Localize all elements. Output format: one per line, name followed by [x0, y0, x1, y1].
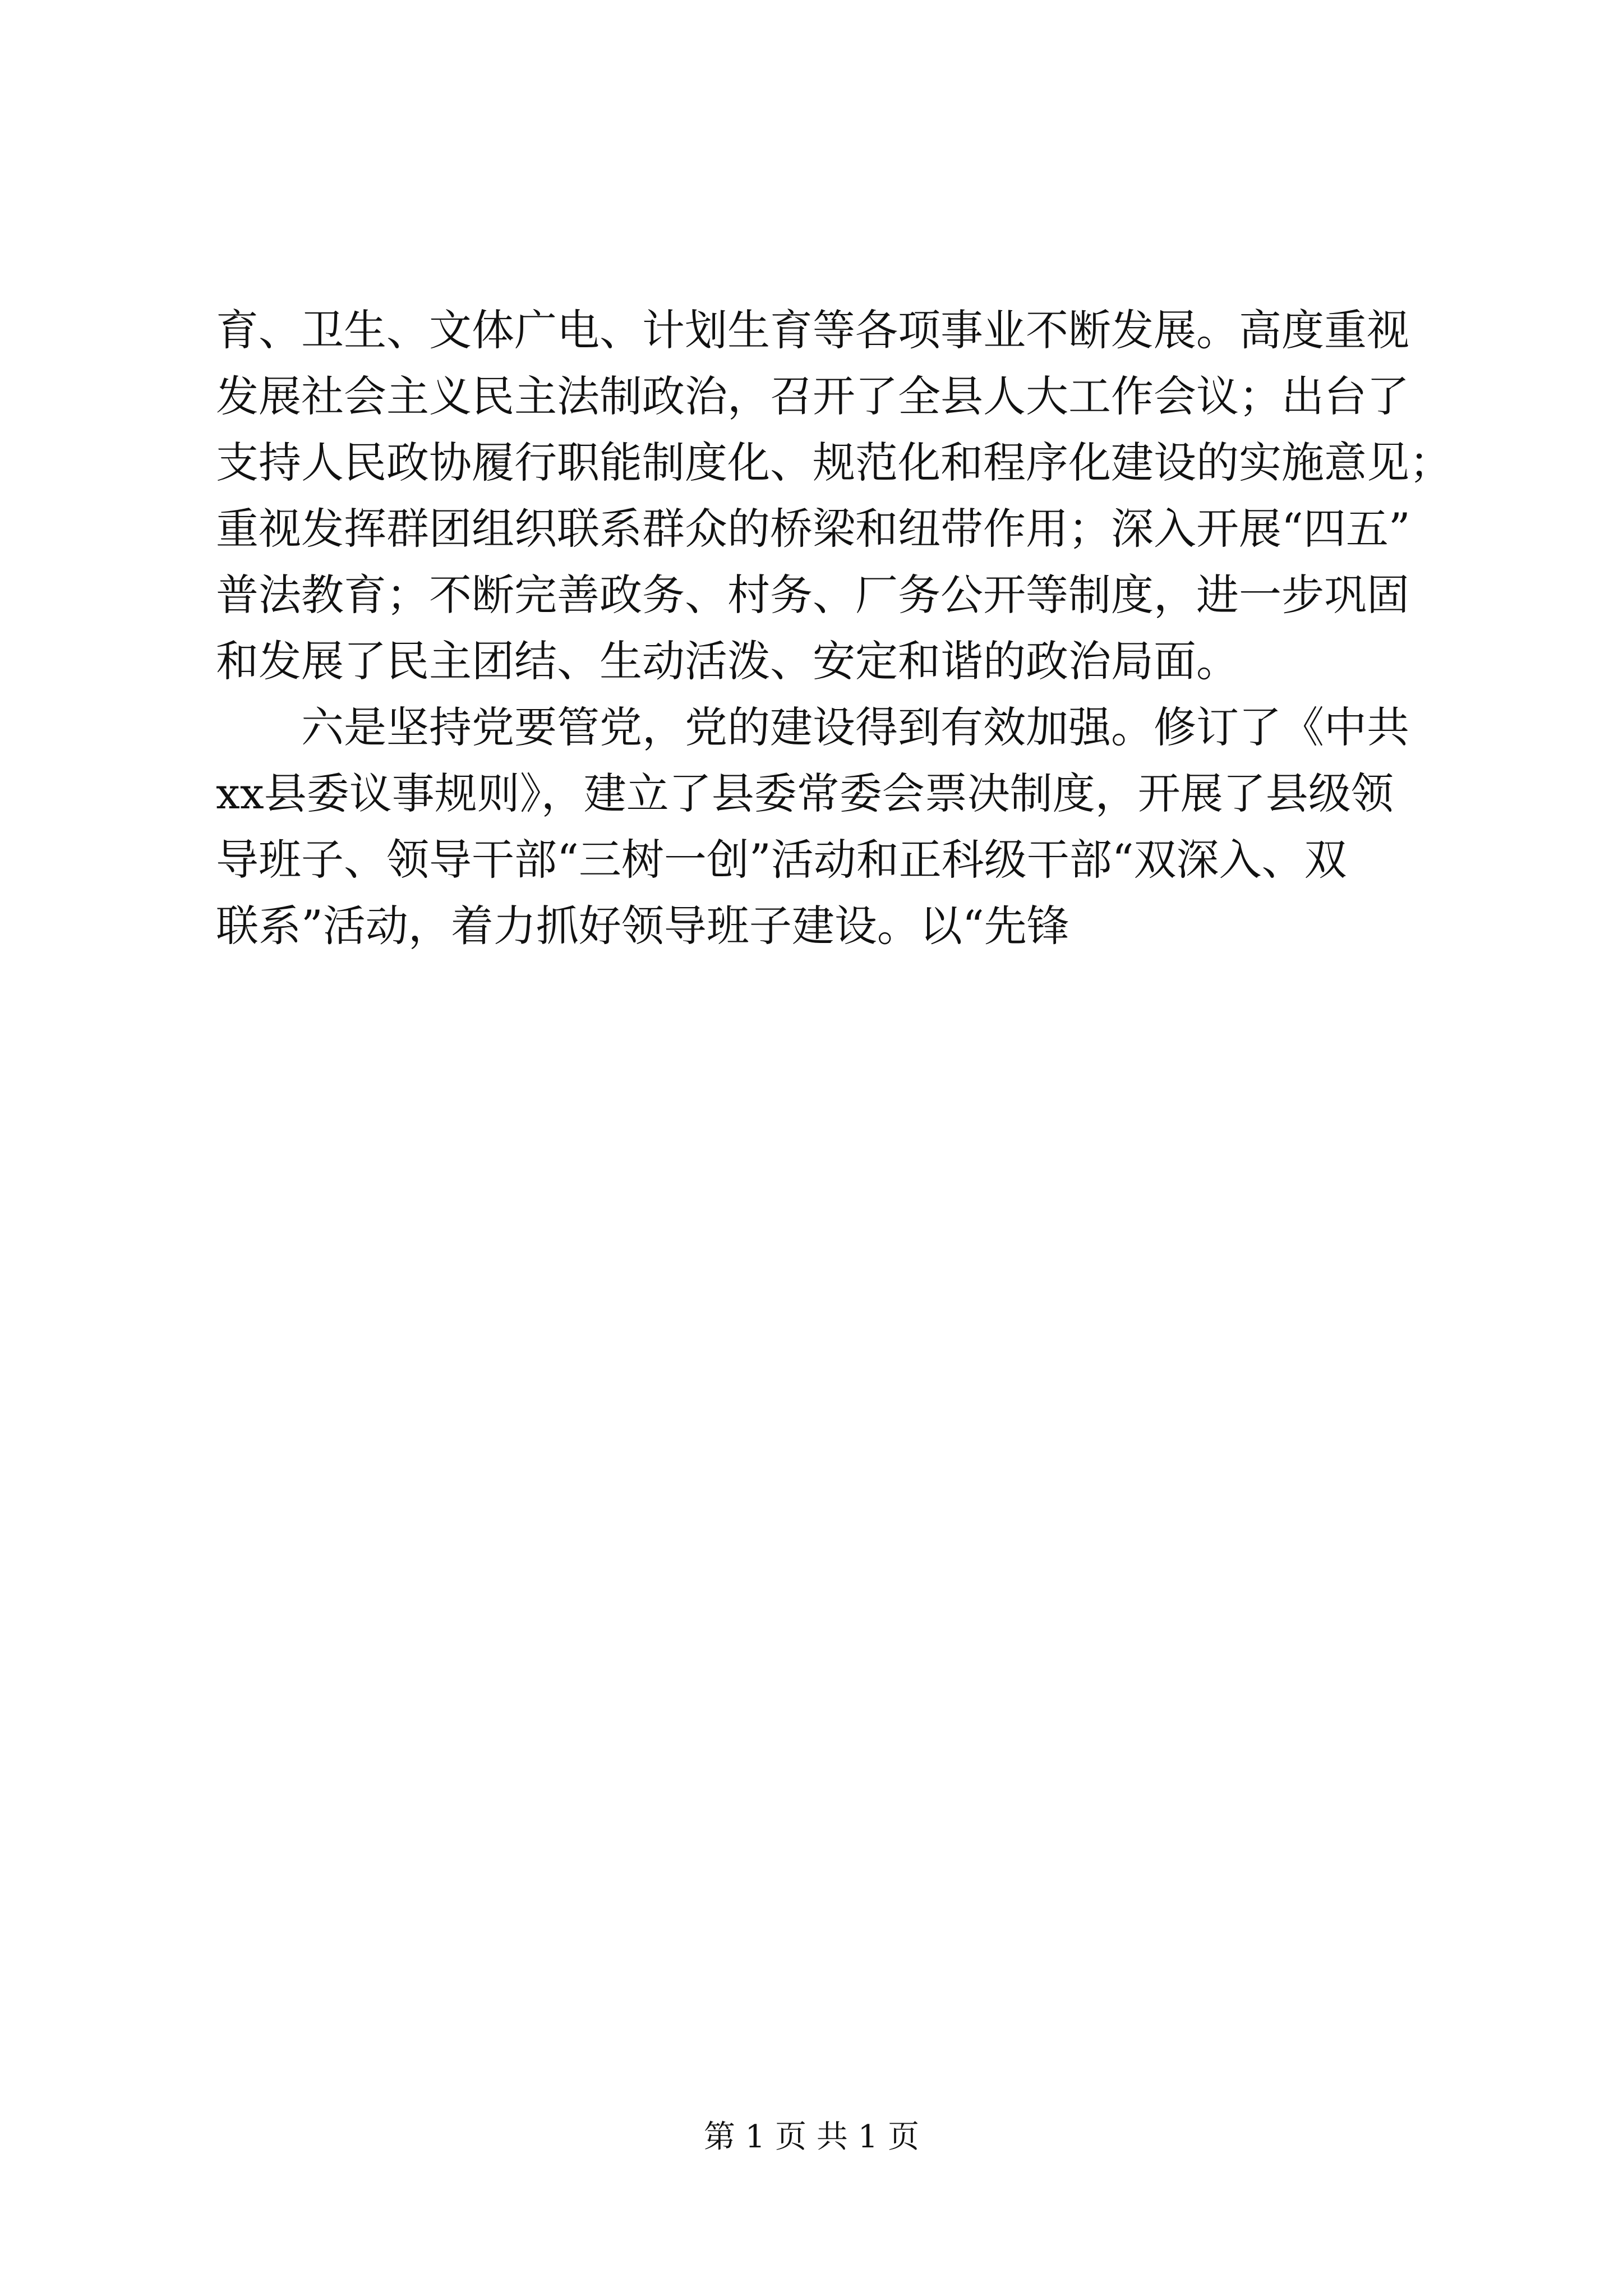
text-line-9: 导班子、领导干部“三树一创”活动和正科级干部“双深入、双 — [216, 835, 1347, 885]
body-text — [216, 297, 1452, 959]
page-number-footer: 第 1 页 共 1 页 — [703, 2119, 920, 2155]
text-line-3: 支持人民政协履行职能制度化、规范化和程序化建设的实施意见； — [216, 438, 1452, 487]
text-line-7: 六是坚持党要管党，党的建设得到有效加强。修订了《中共 — [301, 702, 1409, 752]
text-line-5: 普法教育；不断完善政务、村务、厂务公开等制度，进一步巩固 — [216, 570, 1409, 620]
text-line-2: 发展社会主义民主法制政治，召开了全县人大工作会议；出台了 — [216, 371, 1409, 421]
text-line-6: 和发展了民主团结、生动活泼、安定和谐的政治局面。 — [216, 636, 1239, 686]
text-line-4: 重视发挥群团组织联系群众的桥梁和纽带作用；深入开展“四五” — [216, 504, 1410, 554]
text-line-10: 联系”活动，着力抓好领导班子建设。以“先锋 — [216, 901, 1069, 951]
text-line-1: 育、卫生、文体广电、计划生育等各项事业不断发展。高度重视 — [216, 305, 1409, 355]
text-line-8: xx县委议事规则》，建立了县委常委会票决制度，开展了县级领 — [216, 769, 1394, 818]
